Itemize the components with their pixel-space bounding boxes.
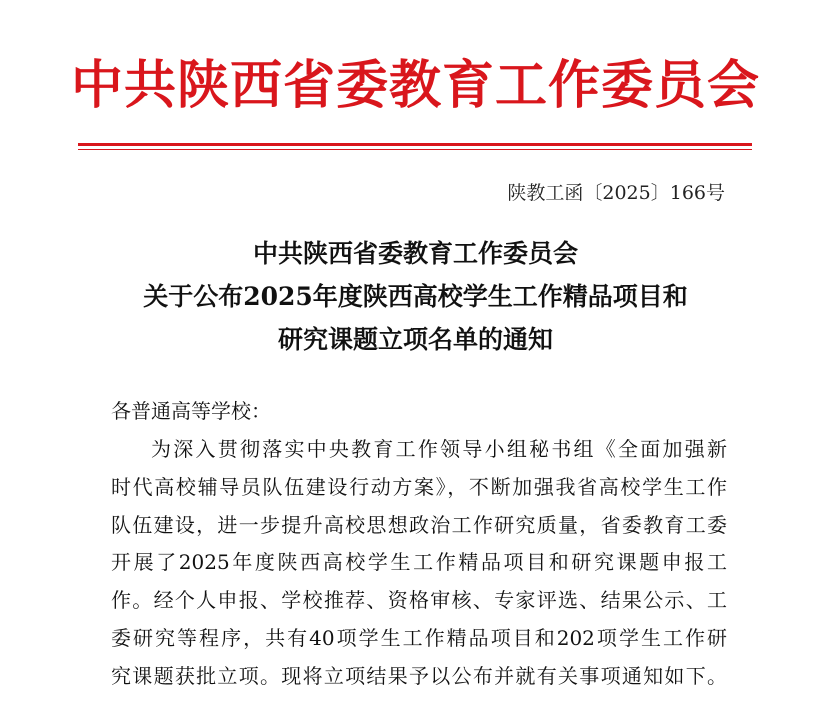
body-line-1: 为深入贯彻落实中央教育工作领导小组秘书组《全面加强新 — [151, 437, 727, 461]
body-paragraph — [111, 431, 727, 696]
document-number: 陕教工函〔2025〕166号 — [507, 182, 725, 204]
masthead-red-rule-thick — [78, 143, 752, 146]
notice-title-line-2: 关于公布2025年度陕西高校学生工作精品项目和 — [143, 282, 688, 311]
body-line-3: 队伍建设，进一步提升高校思想政治工作研究质量，省委教育工委 — [111, 512, 727, 537]
body-line-7: 究课题获批立项。现将立项结果予以公布并就有关事项通知如下。 — [111, 663, 727, 688]
salutation: 各普通高等学校： — [111, 399, 271, 423]
masthead-title: 中共陕西省委教育工作委员会 — [70, 55, 760, 116]
notice-title — [0, 232, 831, 361]
notice-title-line-1: 中共陕西省委教育工作委员会 — [252, 239, 578, 268]
body-line-4: 开展了2025年度陕西高校学生工作精品项目和研究课题申报工 — [111, 550, 727, 575]
body-line-5: 作。经个人申报、学校推荐、资格审核、专家评选、结果公示、工 — [111, 588, 727, 613]
body-line-6: 委研究等程序，共有40项学生工作精品项目和202项学生工作研 — [111, 625, 727, 650]
notice-title-line-3: 研究课题立项名单的通知 — [277, 325, 553, 354]
body-line-2: 时代高校辅导员队伍建设行动方案》，不断加强我省高校学生工作 — [111, 474, 727, 499]
masthead-red-rule-thin — [78, 149, 752, 150]
